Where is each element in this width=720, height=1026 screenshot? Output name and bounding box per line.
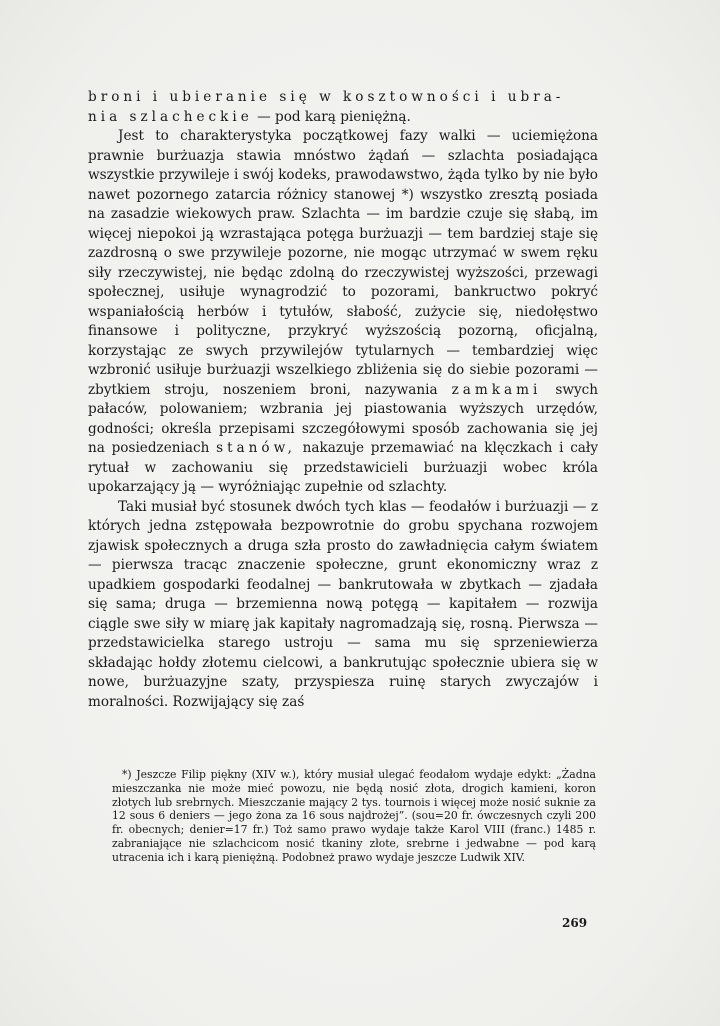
paragraph <box>88 127 598 498</box>
main-text <box>88 88 598 712</box>
footnote <box>112 768 596 865</box>
text-run: Taki musiał być stosunek dwóch tych klas — feodałów i burżuazji — z których jedna zstępowała bezpowrotnie do grobu spychana rozwojem zjawisk społecznych a druga szła prosto do zawładnięcia całym światem — pierwsza tracąc znaczenie społeczne, grunt ekonomiczny wraz z upadkiem gospodarki feodalnej — bankrutowała w zbytkach — zjadała się sama; druga — brzemienna nową potęgą — kapitałem — rozwija ciągle swe siły w miarę jak kapitały nagromadzają się, rosną. Pierwsza — przedstawicielka starego ustroju — sama mu się sprzeniewierza składając hołdy złotemu cielcowi, a bankrutując społecznie ubiera się w nowe, burżuazyjne szaty, przyspiesza ruinę starych zwyczajów i moralności. Rozwijający się zaś <box>88 498 598 710</box>
spaced-text: broni i ubieranie się w kosztowności i ubra- <box>88 89 565 105</box>
paragraph-continuation <box>88 88 598 127</box>
footnote-text: *) Jeszcze Filip piękny (XIV w.), który musiał ulegać feodałom wydaje edykt: „Żadna mieszczanka nie może mieć powozu, nie będą nosić złota, drogich kamieni, koron złotych lub srebrnych. Mieszczanie mający 2 tys. tournois i więcej może nosić suknie za 12 sous 6 deniers — jego żona za 16 sous najdrożej”. (sou=20 fr. ówczesnych czyli 200 fr. obecnych; denier=17 fr.) Toż samo prawo wydaje także Karol VIII (franc.) 1485 r. zabraniające nie szlachcicom nosić tkaniny złote, srebrne i jedwabne — pod karą utracenia ich i karą pieniężną. Podobneż prawo wydaje jeszcze Ludwik XIV. <box>112 768 596 864</box>
spaced-text: stanów, <box>216 440 296 456</box>
paragraph <box>88 498 598 713</box>
text-run: swych pałaców, polowaniem; wzbrania jej piastowania wyższych urzędów, godności; określa przepisami szczegółowymi sposób zachowania się jej na posiedzeniach <box>88 381 599 456</box>
page-number: 269 <box>562 916 588 930</box>
text-run: nakazuje przemawiać na klęczkach i cały rytuał w zachowaniu się przedstawicieli burżuazji wobec króla upokarzający ją — wyróżniając zupełnie od szlachty. <box>88 440 598 495</box>
text-run: Jest to charakterystyka początkowej fazy walki — uciemiężona prawnie burżuazja stawia mnóstwo żądań — szlachta posiadająca wszystkie przywileje i swój kodeks, prawodawstwo, żąda tylko by nie było nawet pozornego zatarcia różnicy stanowej *) wszystko zresztą posiada na zasadzie wiekowych praw. Szlachta — im bardzie czuje się słabą, im więcej niepokoi ją wzrastająca potęga burżuazji — tem bardziej staje się zazdrosną o swe przywileje pozorne, nie mogąc utrzymać w swem ręku siły rzeczywistej, nie będąc zdolną do rzeczywistej wyższości, przewagi społecznej, usiłuje wynagrodzić to pozorami, bankructwo pokryć wspaniałością herbów i tytułów, słabość, zużycie się, niedołęstwo finansowe i polityczne, przykryć wyższością pozorną, oficjalną, korzystając ze swych przywilejów tytularnych — tembardziej więc wzbronić usiłuje burżuazji wszelkiego zbliżenia się do siebie pozorami — zbytkiem stroju, noszeniem broni, nazywania <box>88 128 598 398</box>
spaced-text: zamkami <box>451 381 542 398</box>
text-run: — pod karą pieniężną. <box>252 108 411 125</box>
spaced-text: nia szlacheckie <box>88 108 253 125</box>
